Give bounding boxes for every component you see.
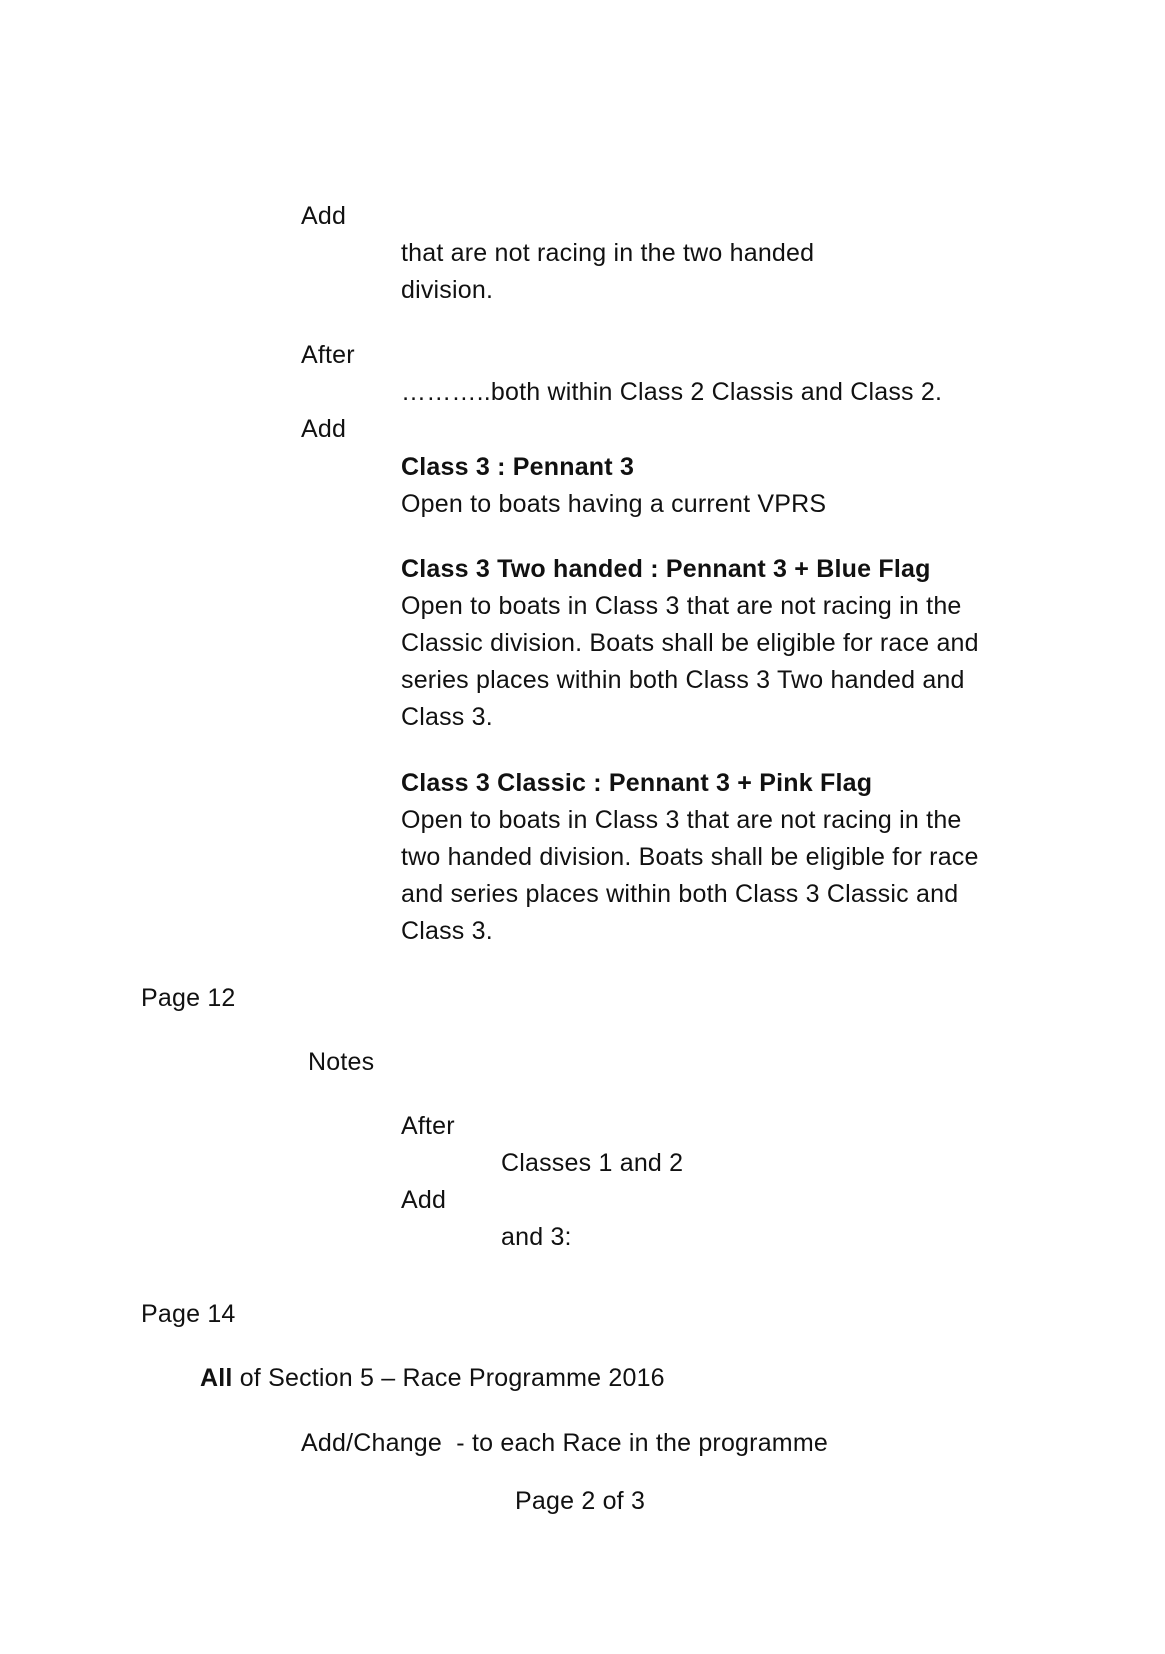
add-label-1: Add (301, 202, 347, 230)
after-text-1: ………..both within Class 2 Classis and Class 2. (401, 378, 943, 406)
page12-add-label: Add (401, 1186, 447, 1214)
page12-add-text: and 3: (501, 1223, 572, 1251)
class3-heading: Class 3 : Pennant 3 (401, 453, 635, 481)
class3-text: Open to boats having a current VPRS (401, 490, 827, 518)
add-text-1: that are not racing in the two handed division. (401, 239, 815, 304)
class3-two-handed-heading: Class 3 Two handed : Pennant 3 + Blue Flag (401, 555, 931, 583)
page12-after-label: After (401, 1112, 455, 1140)
notes-label: Notes (308, 1048, 375, 1076)
class3-two-handed-text: Open to boats in Class 3 that are not racing in the Classic division. Boats shall be eligible for race and series places within both Class 3 Two handed and Class 3. (401, 592, 979, 731)
after-label-1: After (301, 341, 355, 369)
page12-label: Page 12 (141, 984, 236, 1012)
section5-line (200, 1360, 665, 1397)
section5-all: All (200, 1364, 233, 1392)
add-change-line: Add/Change - to each Race in the programme (301, 1429, 828, 1457)
class3-classic-text: Open to boats in Class 3 that are not racing in the two handed division. Boats shall be eligible for race and series places within both Class 3 Classic and Class 3. (401, 806, 979, 945)
page-number: Page 2 of 3 (515, 1487, 646, 1515)
add-label-2: Add (301, 415, 347, 443)
page12-after-text: Classes 1 and 2 (501, 1149, 684, 1177)
class3-classic-heading: Class 3 Classic : Pennant 3 + Pink Flag (401, 769, 873, 797)
section5-rest: of Section 5 – Race Programme 2016 (232, 1364, 665, 1392)
page14-label: Page 14 (141, 1300, 236, 1328)
